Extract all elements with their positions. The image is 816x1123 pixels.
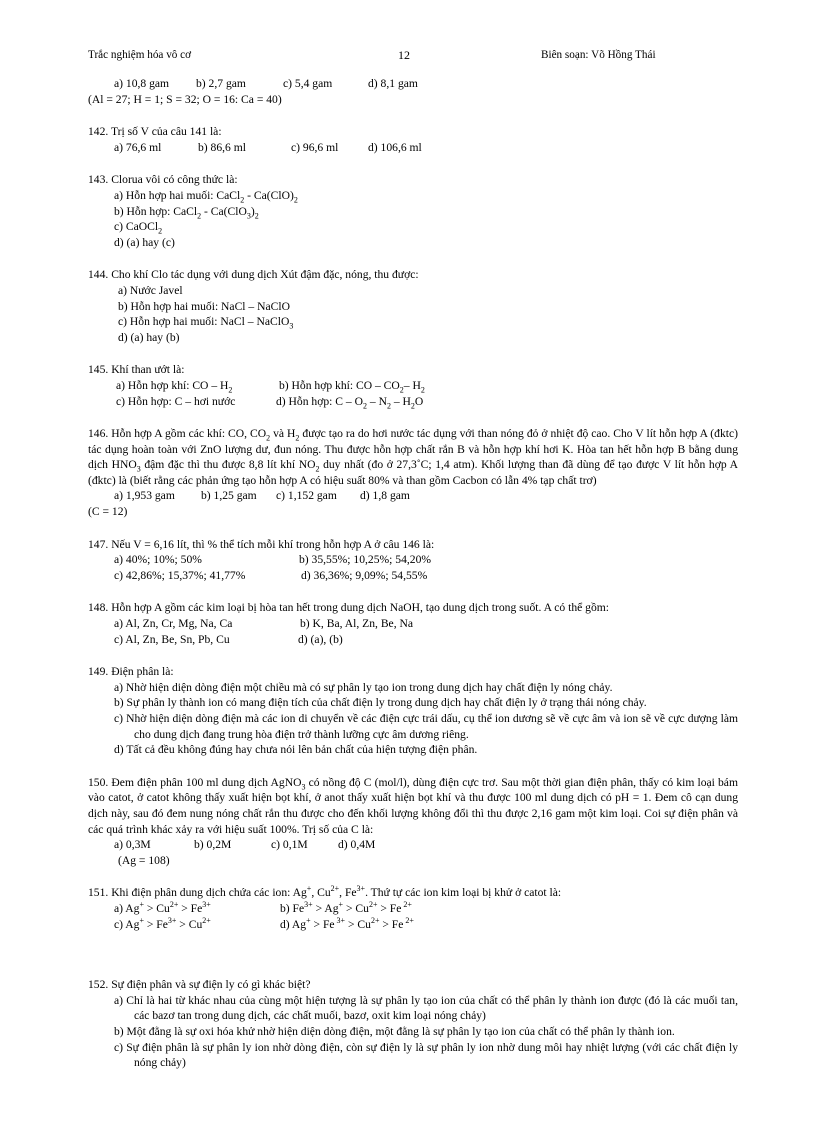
option-c: c) Sự điện phân là sự phân ly ion nhờ dòng điện, còn sự điện ly là sự phân ly ion nhờ dung môi hay nhiệt lượng (với các chất điện ly nóng chảy) xyxy=(114,1040,738,1070)
question-stem: 150. Đem điện phân 100 ml dung dịch AgNO$_3$ có nồng độ C (mol/l), dùng điện cực trơ. Sau một thời gian điện phân, thấy có kim loại bám vào catot, ở catot không thấy xuất hiện bọt khí, ở anot thấy xuất hiện bọt khí và thu được 100 ml dung dịch có pH = 1. Đem cô cạn dung dịch này, sau đó đem nung nóng chất rắn thu được cho đến khối lượng không đổi thì thu được 2,16 gam một kim loại. Coi sự điện phân và các quá trình khác xảy ra với hiệu suất 100%. Trị số của C là: xyxy=(88,775,738,836)
question-151 xyxy=(88,885,738,932)
option-a: a) Nhờ hiện diện dòng điện một chiều mà có sự phân ly tạo ion trong dung dịch hay chất điện ly nóng chảy. xyxy=(114,680,613,694)
option-b: b) 86,6 ml xyxy=(198,140,246,154)
question-143 xyxy=(88,172,738,250)
question-148 xyxy=(88,600,738,647)
question-142 xyxy=(88,124,738,155)
option-a: a) $Ag^+ > Cu^{2+} > Fe^{3+}$ xyxy=(114,900,211,915)
option-a: a) 40%; 10%; 50% xyxy=(114,553,202,567)
option-b: b) 1,25 gam xyxy=(201,489,257,503)
option-c: c) Hỗn hợp hai muối: NaCl – NaClO$_3$ xyxy=(118,315,294,331)
question-147 xyxy=(88,537,738,584)
question-stem: 143. Clorua vôi có công thức là: xyxy=(88,173,238,187)
question-stem: 147. Nếu V = 6,16 lít, thì % thể tích mỗi khí trong hỗn hợp A ở câu 146 là: xyxy=(88,537,435,551)
question-150 xyxy=(88,775,738,869)
option-c: c) 96,6 ml xyxy=(291,140,339,154)
option-a: a) Chỉ là hai từ khác nhau của cùng một hiện tượng là sự phân ly tạo ion của chất có thể phân ly thành ion được (đó là các muối tan, các bazơ tan trong dung dịch, các chất muối, bazơ, oxit kim loại nóng chảy) xyxy=(114,993,738,1023)
options-row xyxy=(88,378,738,394)
atomic-mass-note: (Al = 27; H = 1; S = 32; O = 16: Ca = 40) xyxy=(88,92,282,106)
question-stem: 144. Cho khí Clo tác dụng với dung dịch Xút đậm đặc, nóng, thu được: xyxy=(88,268,419,282)
spacer xyxy=(88,949,738,977)
header-right: Biên soạn: Võ Hồng Thái xyxy=(541,49,656,61)
option-b: b) Hỗn hợp hai muối: NaCl – NaClO xyxy=(118,299,290,313)
atomic-mass-note: (Ag = 108) xyxy=(118,853,170,867)
options-row xyxy=(88,632,738,648)
page-content xyxy=(88,76,738,1088)
option-a: a) 0,3M xyxy=(114,838,151,852)
atomic-mass-note: (C = 12) xyxy=(88,505,128,519)
options-row xyxy=(88,140,738,156)
question-152 xyxy=(88,977,738,1071)
option-b: b) 2,7 gam xyxy=(196,77,246,90)
option-d: d) (a) hay (b) xyxy=(118,330,180,344)
options-row xyxy=(88,488,738,504)
options-row xyxy=(88,901,738,917)
option-b: b) Sự phân ly thành ion có mang điện tích của chất điện ly trong dung dịch hay chất điện ly ở trạng thái nóng chảy. xyxy=(114,696,647,710)
option-a: a) Al, Zn, Cr, Mg, Na, Ca xyxy=(114,617,233,631)
question-stem: 152. Sự điện phân và sự điện ly có gì khác biệt? xyxy=(88,978,311,992)
question-145 xyxy=(88,362,738,409)
question-stem: 146. Hỗn hợp A gồm các khí: CO, $CO_2$ và $H_2$ được tạo ra do hơi nước tác dụng với than nóng đỏ ở nhiệt độ cao. Cho V lít hỗn hợp A (đktc) tác dụng hoàn toàn với ZnO lượng dư, đun nóng. Thu được hỗn hợp chất rắn B và hỗn hợp khí hơi K. Hòa tan hết hỗn hợp B bằng dung dịch $HNO_3$ đậm đặc thì thu được 8,8 lít khí $NO_2$ duy nhất (đo ở 27,3˚C; 1,4 atm). Khối lượng than đã dùng để tạo được V lít hỗn hợp A (đktc) là (biết rằng các phản ứng tạo hỗn hợp A có hiệu suất 80% và than gồm Cacbon có lẫn 4% tạp chất trơ) xyxy=(88,427,738,487)
option-a: a) Nước Javel xyxy=(118,283,183,297)
option-b: b) 35,55%; 10,25%; 54,20% xyxy=(299,553,432,567)
option-a: a) 76,6 ml xyxy=(114,140,162,154)
options-row xyxy=(88,552,738,568)
question-stem: 149. Điện phân là: xyxy=(88,665,174,679)
question-stem: 142. Trị số V của câu 141 là: xyxy=(88,125,222,139)
option-d: d) 8,1 gam xyxy=(368,77,418,90)
option-b: b) Một đằng là sự oxi hóa khử nhờ hiện diện dòng điện, một đằng là sự phân ly tạo ion của chất có thể phân ly thành ion. xyxy=(114,1024,675,1038)
question-144 xyxy=(88,267,738,345)
option-d: d) Tất cả đều không đúng hay chưa nói lên bản chất của hiện tượng điện phân. xyxy=(114,743,478,757)
options-row xyxy=(88,917,738,933)
option-b: b) 0,2M xyxy=(194,838,232,852)
question-146 xyxy=(88,426,738,520)
option-c: c) Hỗn hợp: C – hơi nước xyxy=(116,394,236,408)
option-c: c) 0,1M xyxy=(271,838,308,852)
options-row xyxy=(88,76,738,92)
question-stem: 151. Khi điện phân dung dịch chứa các ion: Ag+, $Cu^{2+}$, $Fe^{3+}$. Thứ tự các ion kim loại bị khử ở catot là: xyxy=(88,884,562,900)
option-b: b) Hỗn hợp: CaCl$_2$ - $Ca(ClO_3)_2$ xyxy=(114,204,259,220)
option-a: a) 10,8 gam xyxy=(114,77,170,90)
option-a: a) Hỗn hợp khí: CO – $H_2$ xyxy=(116,378,233,395)
page-number: 12 xyxy=(398,48,410,62)
option-a: a) 1,953 gam xyxy=(114,489,175,503)
header-left: Trắc nghiệm hóa vô cơ xyxy=(88,49,192,61)
option-c: c) CaOCl$_2$ xyxy=(114,220,163,236)
option-d: d) (a) hay (c) xyxy=(114,235,175,249)
option-d: d) 36,36%; 9,09%; 54,55% xyxy=(301,568,428,582)
option-b: b) $Fe^{3+} > Ag^+ > Cu^{2+} > Fe$ $^{2+}$ xyxy=(280,900,412,915)
options-row xyxy=(88,616,738,632)
option-b: b) Hỗn hợp khí: CO – $CO_2-$ $H_2$ xyxy=(279,378,425,395)
options-row xyxy=(88,568,738,584)
option-d: d) Ag+ > Fe $^{3+} > Cu^{2+} > Fe$ $^{2+}$ xyxy=(280,915,414,931)
options-row xyxy=(88,837,738,853)
question-149 xyxy=(88,664,738,758)
option-c: c) 1,152 gam xyxy=(276,489,337,503)
option-b: b) K, Ba, Al, Zn, Be, Na xyxy=(300,617,414,631)
option-d: d) (a), (b) xyxy=(298,632,343,646)
question-stem: 145. Khí than ướt là: xyxy=(88,363,185,377)
option-d: d) 0,4M xyxy=(338,838,376,852)
option-d: d) 1,8 gam xyxy=(360,489,410,503)
options-row xyxy=(88,394,738,410)
option-c: c) Nhờ hiện diện dòng điện mà các ion di chuyển về các điện cực trái dấu, cụ thể ion dương sẽ về cực âm và ion sẽ về cực dượng làm cho dung dịch đang trung hòa điện trở thành lưỡng cực âm dương riêng. xyxy=(114,712,738,741)
option-c: c) 5,4 gam xyxy=(283,77,333,90)
option-c: c) $Ag^+ > Fe^{3+} > Cu^{2+}$ xyxy=(114,915,211,931)
question-stem: 148. Hỗn hợp A gồm các kim loại bị hòa tan hết trong dung dịch NaOH, tạo dung dịch trong suốt. A có thể gồm: xyxy=(88,601,610,615)
option-c: c) 42,86%; 15,37%; 41,77% xyxy=(114,568,246,582)
option-c: c) Al, Zn, Be, Sn, Pb, Cu xyxy=(114,632,230,646)
option-d: d) Hỗn hợp: C – $O_2 - N_2 - H_2O$ xyxy=(276,394,424,410)
option-d: d) 106,6 ml xyxy=(368,140,422,154)
question-141-tail xyxy=(88,76,738,107)
option-a: a) Hỗn hợp hai muối: CaCl$_2$ - $Ca(ClO)_2$ xyxy=(114,188,298,205)
